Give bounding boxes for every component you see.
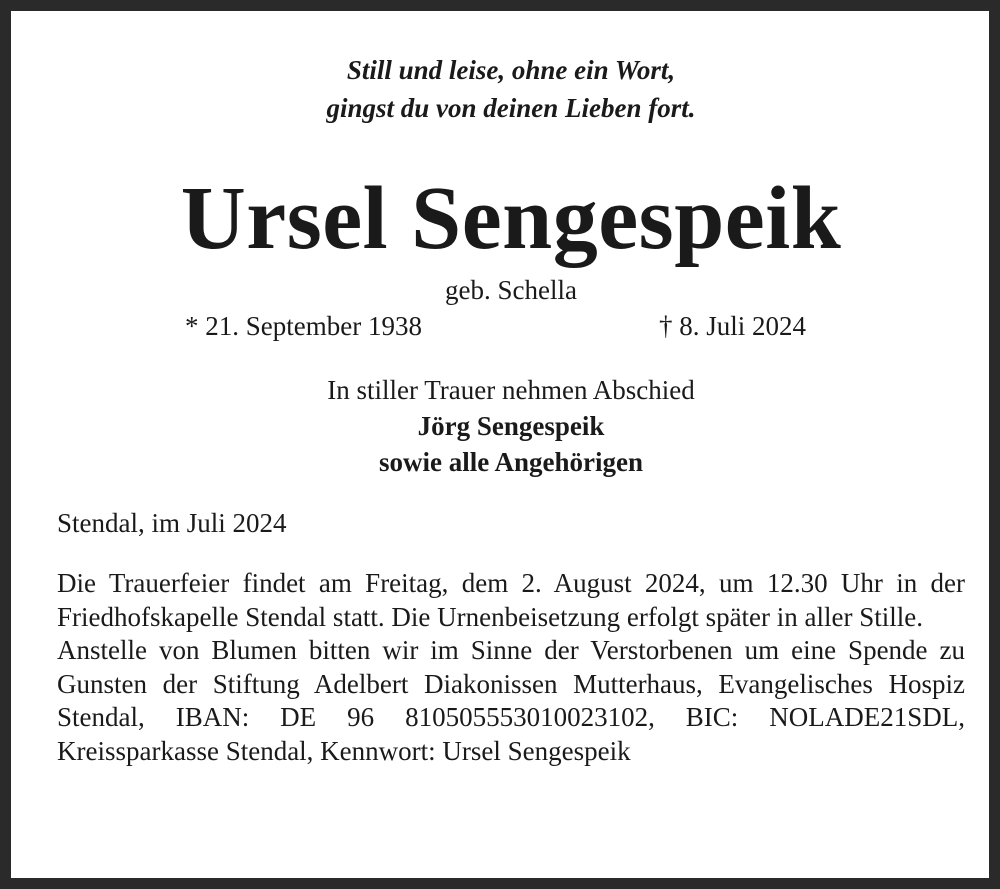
- mourners-intro: In stiller Trauer nehmen Abschied: [327, 375, 695, 405]
- funeral-notice: [57, 567, 965, 768]
- poem-line-2: gingst du von deinen Lieben fort.: [326, 93, 696, 123]
- poem: [11, 51, 1000, 127]
- funeral-details: Die Trauerfeier findet am Freitag, dem 2. August 2024, um 12.30 Uhr in der Friedhofskapelle Stendal statt. Die Urnenbeisetzung erfolgt später in aller Stille.: [57, 568, 965, 632]
- death-date: † 8. Juli 2024: [659, 311, 807, 341]
- donation-request: Anstelle von Blumen bitten wir im Sinne der Verstorbenen um eine Spende zu Gunsten der Stiftung Adelbert Diakonissen Mutterhaus, Evangelisches Hospiz Stendal, IBAN: DE 96 810505553010023102, BIC: NOLADE21SDL, Kreissparkasse Stendal, Kennwort: Ursel Sengespeik: [57, 635, 965, 766]
- mourners-others: sowie alle Angehörigen: [379, 447, 643, 477]
- mourner-name: Jörg Sengespeik: [417, 411, 605, 441]
- poem-line-1: Still und leise, ohne ein Wort,: [346, 55, 676, 85]
- deceased-name: Ursel Sengespeik: [180, 169, 842, 268]
- mourners-block: [11, 372, 1000, 480]
- place-date: Stendal, im Juli 2024: [57, 508, 287, 538]
- birth-date: * 21. September 1938: [185, 311, 422, 341]
- maiden-name: geb. Schella: [445, 275, 577, 305]
